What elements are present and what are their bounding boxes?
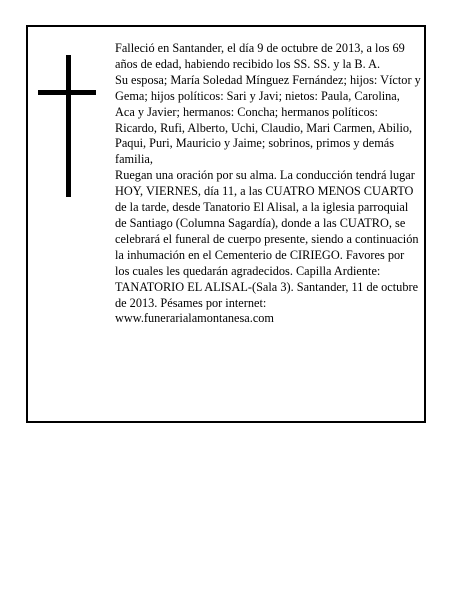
funeral-details: Ruegan una oración por su alma. La conducción tendrá lugar HOY, VIERNES, día 11, a las CUATRO MENOS CUARTO de la tarde, desde Tanatorio El Alisal, a la iglesia parroquial de Santiago (Columna Sagardía), donde a las CUATRO, se celebrará el funeral de cuerpo presente, siendo a continuación la inhumación en el Cementerio de CIRIEGO. Favores por los cuales les quedarán agradecidos. Capilla Ardiente: TANATORIO EL ALISAL-(Sala 3). Santander, 11 de octubre de 2013. Pésames por internet: www.funerarialamontanesa.com — [115, 168, 419, 326]
family-list: Su esposa; María Soledad Mínguez Fernández; hijos: Víctor y Gema; hijos políticos: Sari y Javi; nietos: Paula, Carolina, Aca y Javier; hermanos: Concha; hermanos políticos: Ricardo, Rufi, Alberto, Uchi, Claudio, Mari Carmen, Abilio, Paqui, Puri, Mauricio y Jaime; sobrinos, primos y demás familia, — [115, 72, 421, 167]
latin-cross-icon — [38, 55, 96, 197]
obituary-text — [115, 41, 421, 327]
cross-horizontal-bar — [38, 90, 96, 95]
death-announcement: Falleció en Santander, el día 9 de octubre de 2013, a los 69 años de edad, habiendo recibido los SS. SS. y la B. A. — [115, 41, 405, 71]
obituary-notice — [26, 25, 426, 423]
cross-vertical-bar — [66, 55, 71, 197]
